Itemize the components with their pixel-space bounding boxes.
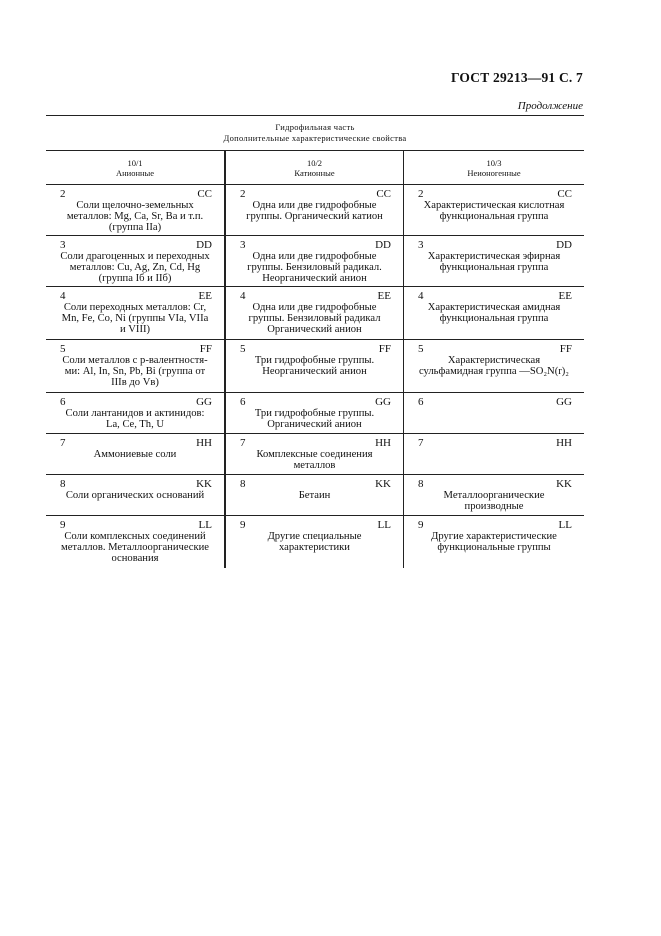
table-cell bbox=[46, 516, 226, 568]
cell-text: Соли металлов с p-валентностя-ми: Al, In, Sn, Pb, Bi (группа от IIIв до Vв) bbox=[62, 355, 208, 388]
table-cell bbox=[226, 185, 404, 235]
cell-number: 9 bbox=[60, 519, 66, 531]
cell-number: 9 bbox=[240, 519, 246, 531]
cell-code: HH bbox=[196, 437, 212, 449]
cell-code: EE bbox=[198, 290, 212, 302]
cell-text: Характеристическая эфирная функциональная группа bbox=[427, 251, 561, 273]
table-cell bbox=[46, 434, 226, 474]
cell-text: Одна или две гидрофобные группы. Бензиловый радикал. Неорганический анион bbox=[247, 251, 382, 284]
table-row bbox=[46, 286, 584, 339]
continuation-label: Продолжение bbox=[517, 100, 583, 112]
cell-code: CC bbox=[557, 188, 572, 200]
cell-number: 2 bbox=[418, 188, 424, 200]
column-id: 10/2 bbox=[306, 158, 323, 168]
cell-number: 3 bbox=[418, 239, 424, 251]
column-label: Катионные bbox=[294, 168, 335, 178]
table-cell bbox=[404, 393, 584, 433]
cell-text: Соли комплексных соединений металлов. Металлоорганические основания bbox=[60, 531, 210, 564]
column-id: 10/1 bbox=[127, 158, 143, 168]
table-cell bbox=[46, 475, 226, 515]
cell-number: 7 bbox=[240, 437, 246, 449]
cell-code: EE bbox=[377, 290, 391, 302]
column-id: 10/3 bbox=[486, 158, 502, 168]
cell-text: Другие характеристические функциональные группы bbox=[431, 531, 557, 553]
cell-text: Другие специальные характеристики bbox=[267, 531, 362, 553]
cell-code: FF bbox=[199, 343, 212, 355]
cell-code: GG bbox=[196, 396, 212, 408]
table-row bbox=[46, 235, 584, 286]
cell-code: LL bbox=[558, 519, 572, 531]
cell-text: Бетаин bbox=[298, 490, 331, 501]
cell-text: Три гидрофобные группы. Органический анион bbox=[254, 408, 375, 430]
cell-code: DD bbox=[375, 239, 391, 251]
cell-code: LL bbox=[377, 519, 391, 531]
table-cell bbox=[404, 516, 584, 568]
cell-text: Одна или две гидрофобные группы. Органический катион bbox=[246, 200, 383, 222]
cell-text: Соли щелочно-земельных металлов: Mg, Ca, Sr, Ba и т.п. (группа IIa) bbox=[66, 200, 204, 233]
cell-text: Одна или две гидрофобные группы. Бензиловый радикал Органический анион bbox=[248, 302, 381, 335]
table-cell bbox=[46, 340, 226, 392]
table-row bbox=[46, 392, 584, 433]
table-cell bbox=[46, 236, 226, 286]
column-header-cationic bbox=[226, 150, 404, 184]
cell-number: 8 bbox=[418, 478, 424, 490]
table-cell bbox=[226, 340, 404, 392]
table-super-header bbox=[46, 122, 584, 144]
column-label: Анионные bbox=[115, 168, 155, 178]
cell-number: 2 bbox=[60, 188, 66, 200]
cell-number: 5 bbox=[240, 343, 246, 355]
cell-number: 6 bbox=[60, 396, 66, 408]
table-cell bbox=[46, 393, 226, 433]
cell-number: 4 bbox=[240, 290, 246, 302]
cell-text: Соли драгоценных и переходных металлов: Cu, Ag, Zn, Cd, Hg (группа Iб и IIб) bbox=[60, 251, 210, 284]
properties-table bbox=[46, 150, 584, 568]
page-header bbox=[0, 70, 661, 90]
table-cell bbox=[404, 475, 584, 515]
cell-text: Металлоорганические производные bbox=[443, 490, 545, 512]
cell-number: 5 bbox=[418, 343, 424, 355]
table-cell bbox=[226, 516, 404, 568]
document-code: ГОСТ 29213—91 С. 7 bbox=[450, 70, 583, 85]
cell-code: CC bbox=[197, 188, 212, 200]
table-cell bbox=[226, 434, 404, 474]
cell-number: 3 bbox=[60, 239, 66, 251]
cell-code: HH bbox=[556, 437, 572, 449]
cell-text: Характеристическая амидная функциональная группа bbox=[427, 302, 561, 324]
table-cell bbox=[226, 236, 404, 286]
cell-text: Соли лантанидов и актинидов: La, Ce, Th, U bbox=[65, 408, 205, 430]
table-cell bbox=[46, 287, 226, 339]
table-cell bbox=[404, 434, 584, 474]
cell-code: CC bbox=[376, 188, 391, 200]
cell-number: 4 bbox=[418, 290, 424, 302]
table-row bbox=[46, 339, 584, 392]
cell-number: 4 bbox=[60, 290, 66, 302]
cell-code: HH bbox=[375, 437, 391, 449]
cell-number: 5 bbox=[60, 343, 66, 355]
cell-text: Характеристическая кислотная функциональная группа bbox=[423, 200, 565, 222]
super-header-line-1: Гидрофильная часть bbox=[275, 122, 355, 132]
cell-code: GG bbox=[556, 396, 572, 408]
cell-code: DD bbox=[196, 239, 212, 251]
cell-text: Комплексные соединения металлов bbox=[256, 449, 373, 471]
cell-number: 3 bbox=[240, 239, 246, 251]
cell-number: 7 bbox=[418, 437, 424, 449]
cell-number: 6 bbox=[418, 396, 424, 408]
cell-text: Соли переходных металлов: Cr, Mn, Fe, Co, Ni (группы VIa, VIIa и VIII) bbox=[61, 302, 209, 335]
cell-number: 8 bbox=[60, 478, 66, 490]
table-cell bbox=[404, 340, 584, 392]
cell-number: 8 bbox=[240, 478, 246, 490]
cell-number: 6 bbox=[240, 396, 246, 408]
cell-text: Три гидрофобные группы. Неорганический анион bbox=[254, 355, 375, 377]
table-cell bbox=[404, 236, 584, 286]
column-label: Неионогенные bbox=[467, 168, 521, 178]
table-top-rule bbox=[46, 115, 584, 116]
column-header-row bbox=[46, 150, 584, 185]
table-cell bbox=[404, 185, 584, 235]
table-cell bbox=[46, 185, 226, 235]
column-header-anionic bbox=[46, 150, 226, 184]
cell-number: 2 bbox=[240, 188, 246, 200]
table-row bbox=[46, 515, 584, 568]
cell-text: Соли органических оснований bbox=[65, 490, 205, 501]
table-row bbox=[46, 185, 584, 235]
table-row bbox=[46, 433, 584, 474]
table-cell bbox=[226, 475, 404, 515]
cell-code: FF bbox=[559, 343, 572, 355]
table-cell bbox=[404, 287, 584, 339]
column-header-nonionic bbox=[404, 150, 584, 184]
cell-code: FF bbox=[378, 343, 391, 355]
cell-code: LL bbox=[198, 519, 212, 531]
cell-code: KK bbox=[196, 478, 212, 490]
table-cell bbox=[226, 287, 404, 339]
cell-code: KK bbox=[375, 478, 391, 490]
table-cell bbox=[226, 393, 404, 433]
cell-code: EE bbox=[558, 290, 572, 302]
cell-code: DD bbox=[556, 239, 572, 251]
super-header-line-2: Дополнительные характеристические свойства bbox=[223, 133, 407, 143]
cell-number: 7 bbox=[60, 437, 66, 449]
cell-code: GG bbox=[375, 396, 391, 408]
cell-text: Характеристическая сульфамидная группа —SO₂N(r)₂ bbox=[419, 355, 569, 377]
cell-code: KK bbox=[556, 478, 572, 490]
cell-number: 9 bbox=[418, 519, 424, 531]
table-row bbox=[46, 474, 584, 515]
cell-text: Аммониевые соли bbox=[93, 449, 177, 460]
